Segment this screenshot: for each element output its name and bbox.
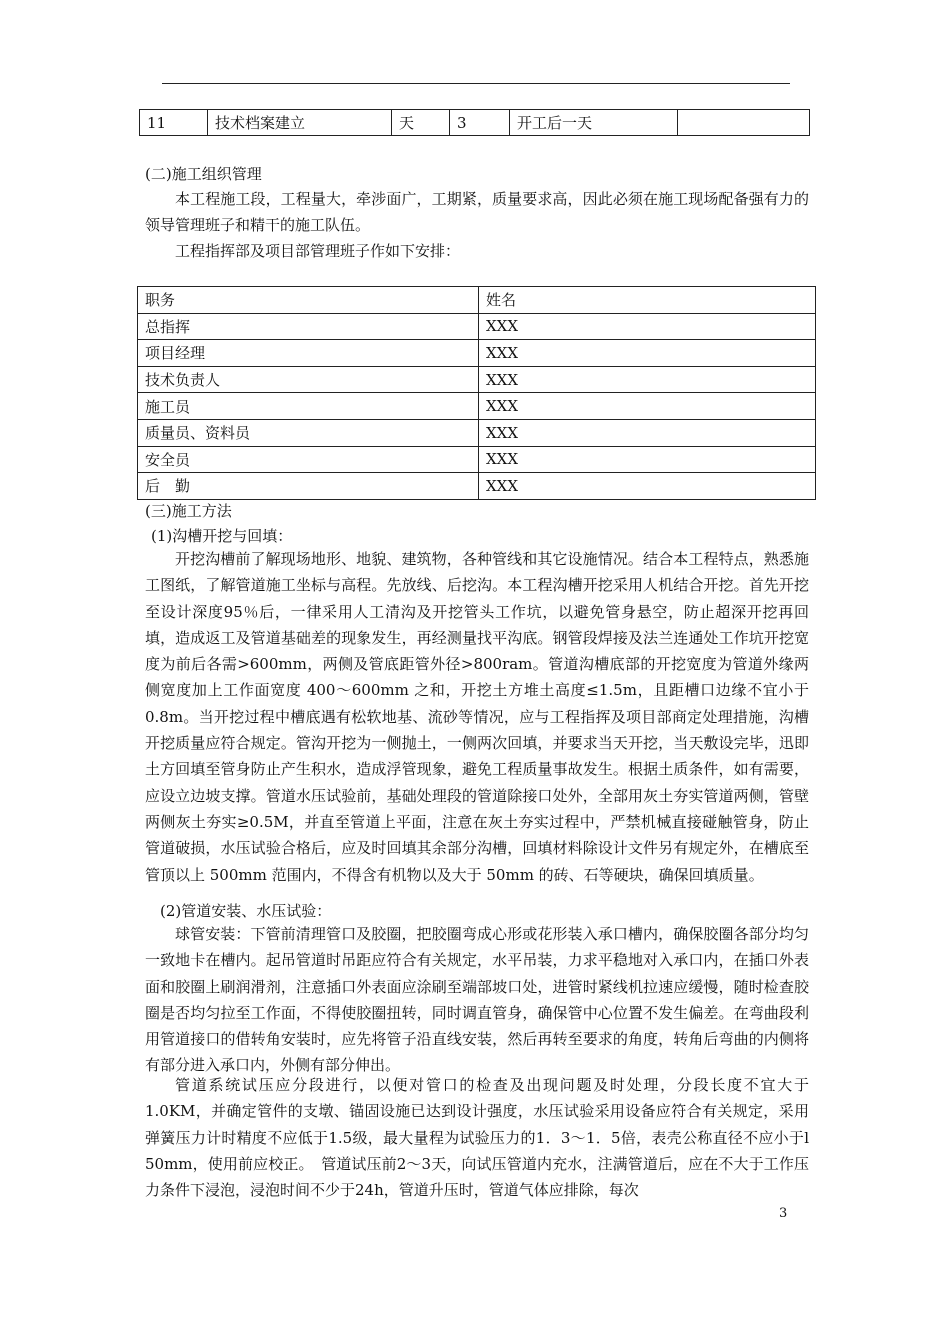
table-row	[138, 366, 816, 393]
table-row	[138, 393, 816, 420]
table-cell: 项目经理	[138, 340, 479, 367]
header-rule	[162, 83, 790, 84]
staff-table	[137, 286, 816, 500]
table-cell: 安全员	[138, 446, 479, 473]
paragraph: 本工程施工段，工程量大，牵涉面广，工期紧，质量要求高，因此必须在施工现场配备强有力的领导管理班子和精干的施工队伍。	[145, 190, 809, 235]
table-row	[138, 313, 816, 340]
table-cell: XXX	[479, 473, 816, 500]
table-cell: 技术负责人	[138, 366, 479, 393]
table-row	[140, 110, 810, 136]
table-cell: XXX	[479, 446, 816, 473]
column-header: 职务	[138, 287, 479, 314]
table-cell: 3	[450, 110, 510, 136]
paragraph: 开挖沟槽前了解现场地形、地貌、建筑物，各种管线和其它设施情况。结合本工程特点，熟悉施工图纸，了解管道施工坐标与高程。先放线、后挖沟。本工程沟槽开挖采用人机结合开挖。首先开挖至设计深度95％后，一律采用人工清沟及开挖管头工作坑，以避免管身悬空，防止超深开挖再回填，造成返工及管道基础差的现象发生，再经测量找平沟底。钢管段焊接及法兰连通处工作坑开挖宽度为前后各需>600mm，两侧及管底距管外径>800ram。管道沟槽底部的开挖宽度为管道外缘两侧宽度加上工作面宽度 400～600mm 之和，开挖土方堆土高度≤1.5m，且距槽口边缘不宜小于 0.8m。当开挖过程中槽底遇有松软地基、流砂等情况，应与工程指挥及项目部商定处理措施，沟槽开挖质量应符合规定。管沟开挖为一侧抛土，一侧两次回填，并要求当天开挖，当天敷设完毕，迅即土方回填至管身防止产生积水，造成浮管现象，避免工程质量事故发生。根据土质条件，如有需要，应设立边坡支撑。管道水压试验前，基础处理段的管道除接口处外，全部用灰土夯实管道两侧，管壁两侧灰土夯实≥0.5M，并直至管道上平面，注意在灰土夯实过程中，严禁机械直接碰触管身，防止管道破损，水压试验合格后，应及时回填其余部分沟槽，回填材料除设计文件另有规定外，在槽底至管顶以上 500mm 范围内，不得含有机物以及大于 50mm 的砖、石等硬块，确保回填质量。	[145, 550, 809, 884]
table-cell: 天	[392, 110, 450, 136]
paragraph: 球管安装：下管前清理管口及胶圈，把胶圈弯成心形或花形装入承口槽内，确保胶圈各部分均匀一致地卡在槽内。起吊管道时吊距应符合有关规定，水平吊装，力求平稳地对入承口内，在插口外表面和胶圈上刷润滑剂，注意插口外表面应涂刷至端部坡口处，进管时紧线机拉速应缓慢，随时检查胶圈是否均匀拉至工作面，不得使胶圈扭转，同时调直管身，确保管中心位置不发生偏差。在弯曲段利用管道接口的借转角安装时，应先将管子沿直线安装，然后再转至要求的角度，转角后弯曲的内侧将有部分进入承口内，外侧有部分伸出。	[145, 925, 809, 1075]
table-cell: 技术档案建立	[208, 110, 392, 136]
paragraph: 工程指挥部及项目部管理班子作如下安排：	[175, 242, 461, 260]
table-cell: 施工员	[138, 393, 479, 420]
page-number: 3	[779, 1206, 788, 1221]
section-heading: (三)施工方法	[145, 502, 232, 520]
table-row	[138, 419, 816, 446]
table-row	[138, 446, 816, 473]
schedule-table	[139, 109, 810, 136]
table-cell: XXX	[479, 340, 816, 367]
section-heading: (二)施工组织管理	[145, 165, 262, 183]
column-header: 姓名	[479, 287, 816, 314]
subsection-heading: (2)管道安装、水压试验：	[160, 902, 332, 920]
table-cell: 总指挥	[138, 313, 479, 340]
table-cell: XXX	[479, 419, 816, 446]
table-cell: XXX	[479, 313, 816, 340]
table-row	[138, 473, 816, 500]
table-cell: XXX	[479, 366, 816, 393]
subsection-heading: (1)沟槽开挖与回填：	[151, 527, 293, 545]
table-cell: 质量员、资料员	[138, 419, 479, 446]
paragraph: 管道系统试压应分段进行，以便对管口的检查及出现问题及时处理，分段长度不宜大于1.0KM，并确定管件的支墩、锚固设施已达到设计强度，水压试验采用设备应符合有关规定，采用弹簧压力计时精度不应低于1.5级，最大量程为试验压力的1．3～1．5倍，表壳公称直径不应小于l 50mm，使用前应校正。 管道试压前2～3天，向试压管道内充水，注满管道后，应在不大于工作压力条件下浸泡，浸泡时间不少于24h，管道升压时，管道气体应排除，每次	[145, 1076, 809, 1200]
table-header-row	[138, 287, 816, 314]
table-cell	[678, 110, 810, 136]
table-cell: XXX	[479, 393, 816, 420]
table-cell: 11	[140, 110, 208, 136]
table-row	[138, 340, 816, 367]
table-cell: 后 勤	[138, 473, 479, 500]
table-cell: 开工后一天	[510, 110, 678, 136]
